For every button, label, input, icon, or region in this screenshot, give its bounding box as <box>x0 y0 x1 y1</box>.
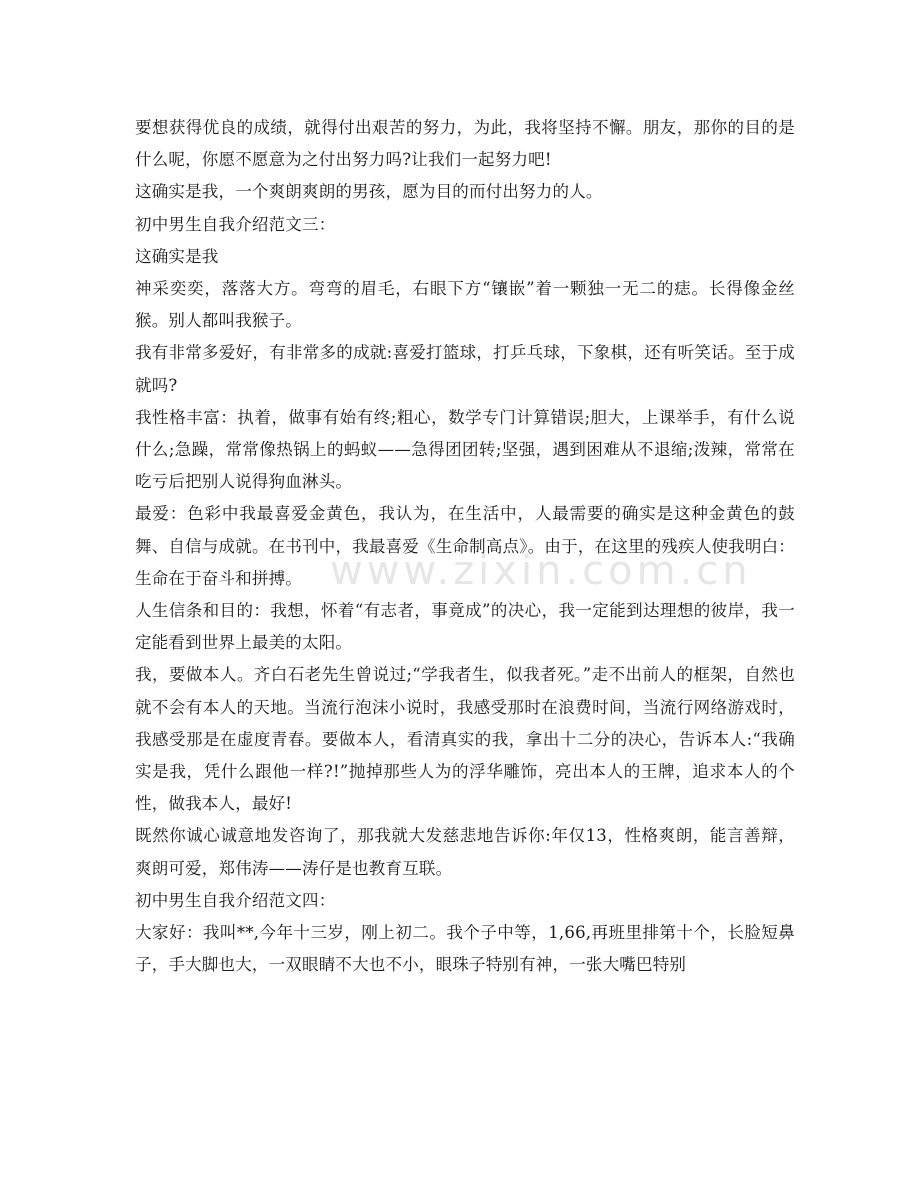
paragraph: 神采奕奕，落落大方。弯弯的眉毛，右眼下方“镶嵌”着一颗独一无二的痣。长得像金丝猴。别人都叫我猴子。 <box>135 279 795 331</box>
essay-title: 这确实是我 <box>135 246 219 266</box>
section-heading: 初中男生自我介绍范文三： <box>135 214 336 234</box>
watermark: www.zixin.com.cn <box>330 548 752 594</box>
paragraph: 大家好：我叫**,今年十三岁，刚上初二。我个子中等，1,66,再班里排第十个，长脸短鼻子，手大脚也大，一双眼睛不大也不小，眼珠子特别有神，一张大嘴巴特别 <box>135 923 795 975</box>
paragraph: 要想获得优良的成绩，就得付出艰苦的努力，为此，我将坚持不懈。朋友，那你的目的是什么呢，你愿不愿意为之付出努力吗?让我们一起努力吧! <box>135 118 795 170</box>
paragraph: 我有非常多爱好，有非常多的成就:喜爱打篮球，打乒乓球，下象棋，还有听笑话。至于成就吗? <box>135 343 795 395</box>
paragraph: 这确实是我，一个爽朗爽朗的男孩，愿为目的而付出努力的人。 <box>135 182 603 202</box>
document-body <box>135 112 795 981</box>
paragraph: 既然你诚心诚意地发咨询了，那我就大发慈悲地告诉你:年仅13，性格爽朗，能言善辩，爽朗可爱，郑伟涛——涛仔是也教育互联。 <box>135 826 795 878</box>
paragraph: 我性格丰富：执着，做事有始有终;粗心，数学专门计算错误;胆大，上课举手，有什么说什么;急躁，常常像热锅上的蚂蚁——急得团团转;坚强，遇到困难从不退缩;泼辣，常常在吃亏后把别人说得狗血淋头。 <box>135 407 795 492</box>
paragraph: 最爱：色彩中我最喜爱金黄色，我认为，在生活中，人最需要的确实是这种金黄色的鼓舞、自信与成就。在书刊中，我最喜爱《生命制高点》。由于，在这里的残疾人使我明白：生命在于奋斗和拼搏。 <box>135 504 795 588</box>
paragraph: 我，要做本人。齐白石老先生曾说过;“学我者生，似我者死。”走不出前人的框架，自然也就不会有本人的天地。当流行泡沫小说时，我感受那时在浪费时间，当流行网络游戏时，我感受那是在虚度青春。要做本人，看清真实的我，拿出十二分的决心，告诉本人:“我确实是我，凭什么跟他一样?!”抛掉那些人为的浮华雕饰，亮出本人的王牌，追求本人的个性，做我本人，最好! <box>135 665 795 814</box>
section-heading: 初中男生自我介绍范文四： <box>135 890 336 910</box>
paragraph: 人生信条和目的：我想，怀着“有志者，事竟成”的决心，我一定能到达理想的彼岸，我一定能看到世界上最美的太阳。 <box>135 601 795 653</box>
